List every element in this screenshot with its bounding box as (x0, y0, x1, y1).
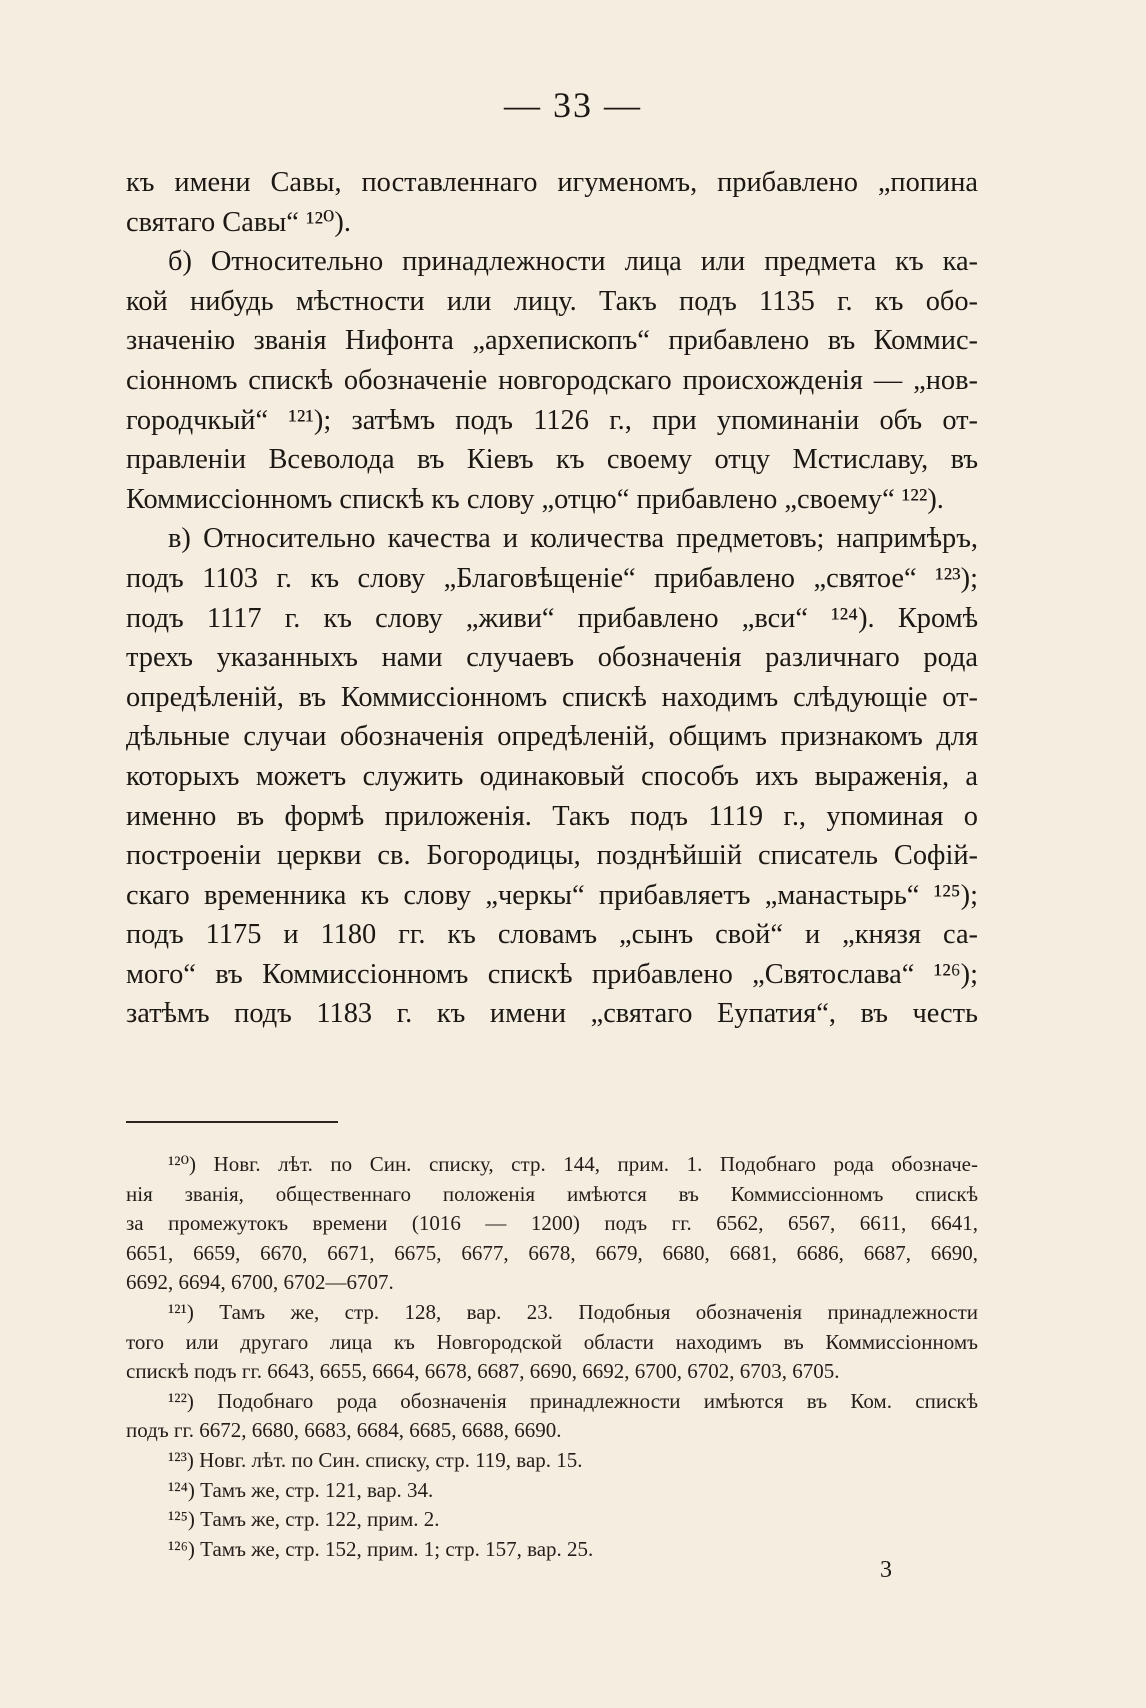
text-line: подъ 1117 г. къ слову „живи“ прибавлено „вси“ ¹²⁴). Кромѣ (126, 602, 978, 634)
text-line: святаго Савы“ ¹²⁰). (126, 206, 351, 238)
text-line: которыхъ можетъ служить одинаковый способъ ихъ выраженія, а (126, 760, 978, 792)
text-line: трехъ указанныхъ нами случаевъ обозначенія различнаго рода (126, 642, 978, 674)
text-line: городчкый“ ¹²¹); затѣмъ подъ 1126 г., при упоминаніи объ от- (126, 404, 978, 436)
text-line: б) Относительно принадлежности лица или предмета къ ка- (168, 246, 978, 278)
text-line: сіонномъ спискѣ обозначеніе новгородскаго происхожденія — „нов- (126, 364, 978, 396)
footnote-line: 6651, 6659, 6670, 6671, 6675, 6677, 6678, 6679, 6680, 6681, 6686, 6687, 6690, (126, 1240, 978, 1265)
text-line: опредѣленій, въ Коммиссіонномъ спискѣ находимъ слѣдующіе от- (126, 681, 978, 713)
page-number: — 33 — (504, 85, 642, 125)
text-line: в) Относительно качества и количества предметовъ; напримѣръ, (168, 523, 978, 555)
footnote-line: ¹²²) Подобнаго рода обозначенія принадлежности имѣются въ Ком. спискѣ (168, 1388, 978, 1413)
footnote-line: ¹²⁶) Тамъ же, стр. 152, прим. 1; стр. 157, вар. 25. (168, 1536, 594, 1561)
main-text (126, 163, 978, 1034)
footnote-line: ¹²⁰) Новг. лѣт. по Син. списку, стр. 144, прим. 1. Подобнаго рода обозначе- (168, 1152, 978, 1176)
signature-mark: 3 (880, 1557, 892, 1583)
text-line: построеніи церкви св. Богородицы, позднѣйшій списатель Софій- (126, 840, 978, 872)
footnote-line: подъ гг. 6672, 6680, 6683, 6684, 6685, 6688, 6690. (126, 1418, 562, 1443)
text-line: подъ 1103 г. къ слову „Благовѣщеніе“ прибавлено „святое“ ¹²³); (126, 562, 978, 594)
footnote-line: за промежутокъ времени (1016 — 1200) подъ гг. 6562, 6567, 6611, 6641, (126, 1211, 978, 1236)
text-line: кой нибудь мѣстности или лицу. Такъ подъ 1135 г. къ обо- (126, 285, 978, 317)
footnote-line: нія званія, общественнаго положенія имѣются въ Коммиссіонномъ спискѣ (126, 1181, 978, 1206)
footnote-line: 6692, 6694, 6700, 6702—6707. (126, 1270, 394, 1295)
text-line: скаго временника къ слову „черкы“ прибавляетъ „манастырь“ ¹²⁵); (126, 879, 978, 911)
text-line: затѣмъ подъ 1183 г. къ имени „святаго Еупатия“, въ честь (126, 998, 978, 1030)
footnote-line: того или другаго лица къ Новгородской области находимъ въ Коммиссіонномъ (126, 1329, 978, 1354)
footnote-line: ¹²⁴) Тамъ же, стр. 121, вар. 34. (168, 1477, 434, 1502)
text-line: значенію званія Нифонта „архепископъ“ прибавлено въ Коммис- (126, 325, 978, 357)
footnote-line: ¹²⁵) Тамъ же, стр. 122, прим. 2. (168, 1507, 440, 1532)
footnotes (126, 1150, 978, 1564)
text-line: именно въ формѣ приложенія. Такъ подъ 1119 г., упоминая о (126, 800, 978, 832)
footnote-line: ¹²¹) Тамъ же, стр. 128, вар. 23. Подобныя обозначенія принадлежности (168, 1299, 978, 1324)
text-line: подъ 1175 и 1180 гг. къ словамъ „сынъ свой“ и „князя са- (126, 919, 978, 951)
text-line: къ имени Савы, поставленнаго игуменомъ, прибавлено „попина (126, 167, 978, 198)
footnote-line: ¹²³) Новг. лѣт. по Син. списку, стр. 119, вар. 15. (168, 1447, 583, 1472)
text-line: Коммиссіонномъ спискѣ къ слову „отцю“ прибавлено „своему“ ¹²²). (126, 483, 944, 515)
footnote-divider (126, 1121, 338, 1123)
text-line: дѣльные случаи обозначенія опредѣленій, общимъ признакомъ для (126, 721, 978, 753)
text-line: мого“ въ Коммиссіонномъ спискѣ прибавлено „Святослава“ ¹²⁶); (126, 958, 978, 990)
text-line: правленіи Всеволода въ Кіевъ къ своему отцу Мстиславу, въ (126, 444, 978, 476)
footnote-line: спискѣ подъ гг. 6643, 6655, 6664, 6678, 6687, 6690, 6692, 6700, 6702, 6703, 6705. (126, 1359, 840, 1384)
